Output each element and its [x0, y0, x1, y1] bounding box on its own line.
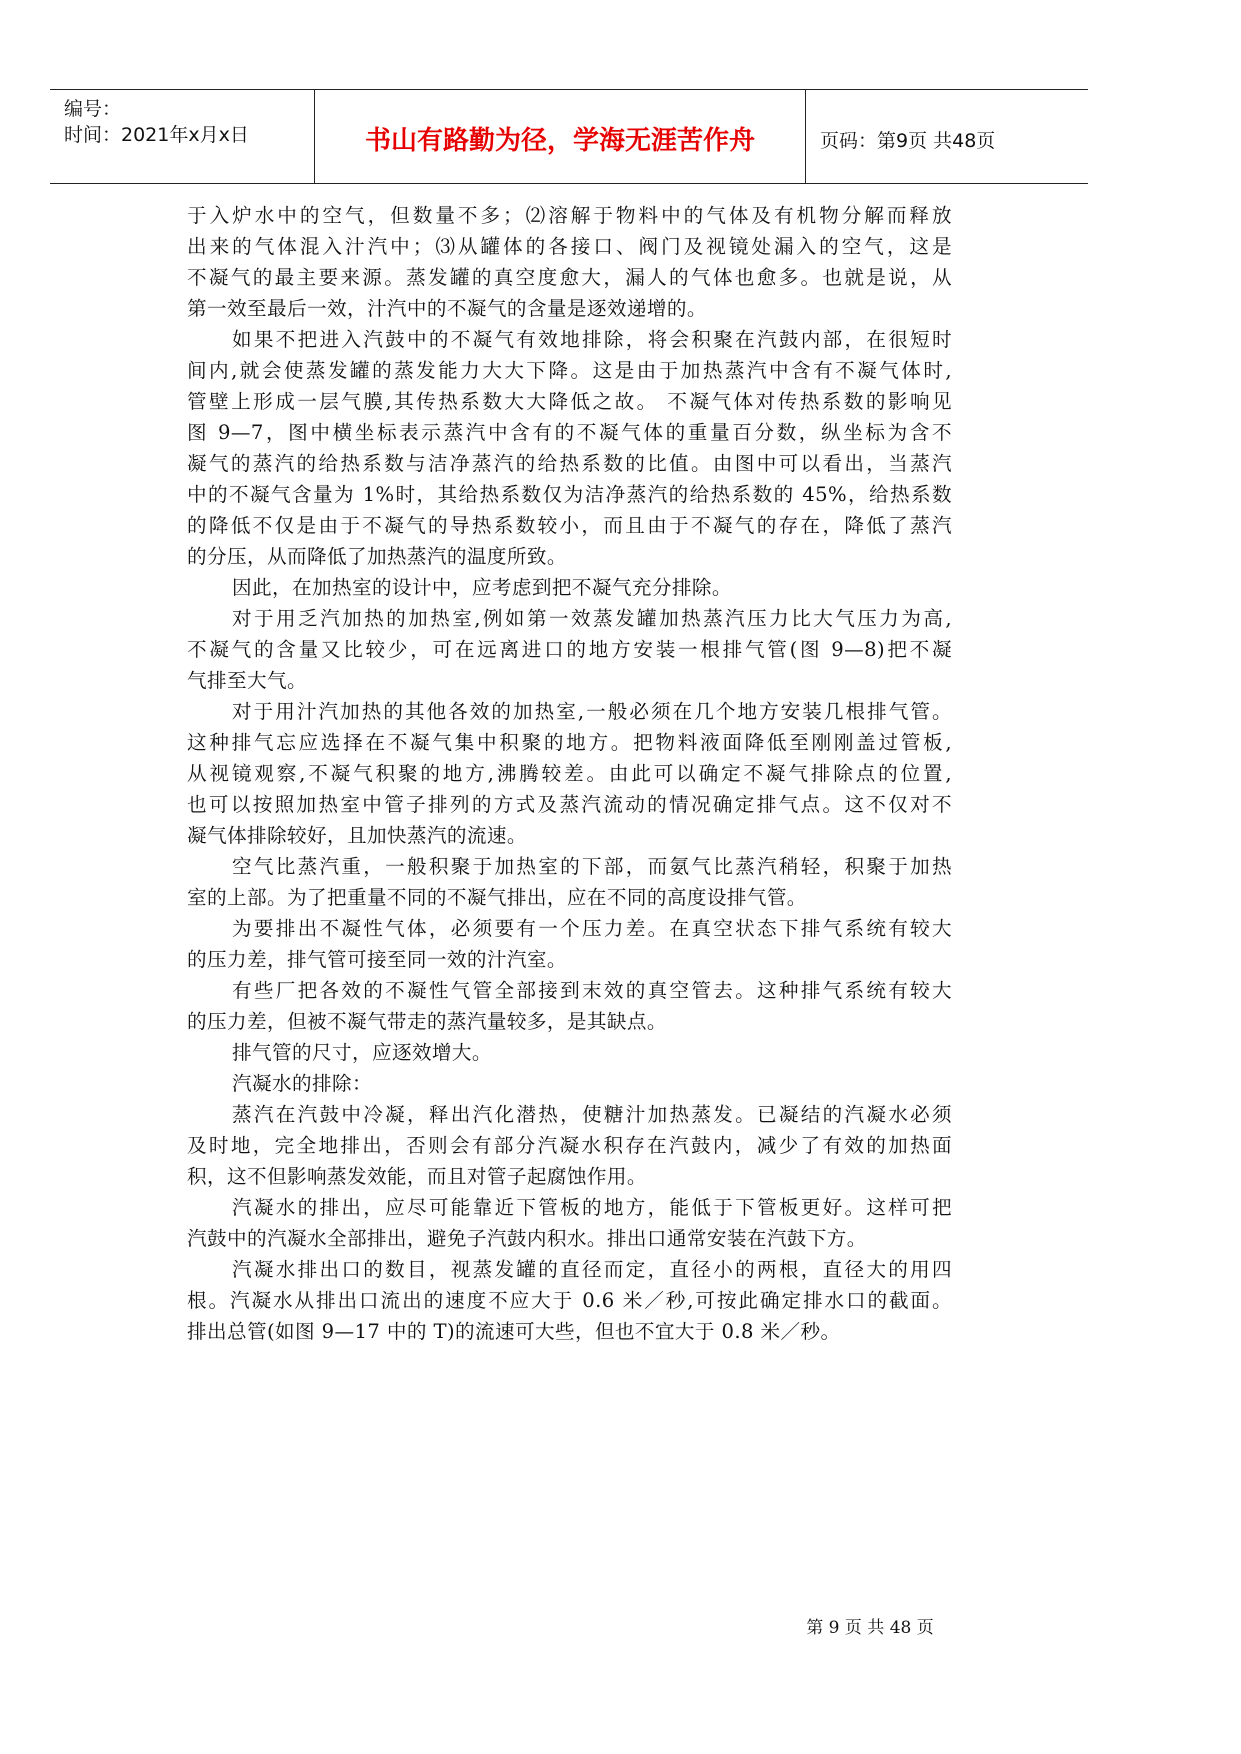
text-line: 的分压，从而降低了加热蒸汽的温度所致。 [187, 545, 567, 568]
text-line: 也可以按照加热室中管子排列的方式及蒸汽流动的情况确定排气点。这不仅对不 [187, 793, 952, 816]
number-label: 编号： [64, 98, 122, 120]
text-line: 的压力差，排气管可接至同一效的汁汽室。 [187, 948, 567, 971]
text-line: 汽凝水的排出，应尽可能靠近下管板的地方，能低于下管板更好。这样可把 [232, 1196, 952, 1219]
text-line: 为要排出不凝性气体，必须要有一个压力差。在真空状态下排气系统有较大 [232, 917, 952, 940]
text-line: 中的不凝气含量为 1%时，其给热系数仅为洁净蒸汽的给热系数的 45%，给热系数 [187, 483, 952, 506]
text-line: 凝气的蒸汽的给热系数与洁净蒸汽的给热系数的比值。由图中可以看出，当蒸汽 [187, 452, 952, 475]
header-info-cell [50, 90, 314, 183]
text-line: 第一效至最后一效，汁汽中的不凝气的含量是逐效递增的。 [187, 297, 707, 320]
text-line: 汽凝水的排除： [232, 1072, 372, 1095]
text-line: 图 9—7，图中横坐标表示蒸汽中含有的不凝气体的重量百分数，纵坐标为含不 [187, 421, 952, 444]
text-line: 因此，在加热室的设计中，应考虑到把不凝气充分排除。 [232, 576, 732, 599]
text-line: 对于用汁汽加热的其他各效的加热室,一般必须在几个地方安装几根排气管。 [232, 700, 952, 723]
text-line: 的压力差，但被不凝气带走的蒸汽量较多，是其缺点。 [187, 1010, 667, 1033]
text-line: 的降低不仅是由于不凝气的导热系数较小，而且由于不凝气的存在，降低了蒸汽 [187, 514, 952, 537]
text-line: 如果不把进入汽鼓中的不凝气有效地排除，将会积聚在汽鼓内部，在很短时 [232, 328, 952, 351]
text-line: 空气比蒸汽重，一般积聚于加热室的下部，而氨气比蒸汽稍轻，积聚于加热 [232, 855, 952, 878]
text-line: 蒸汽在汽鼓中冷凝，释出汽化潜热，使糖汁加热蒸发。已凝结的汽凝水必须 [232, 1103, 952, 1126]
text-line: 排出总管(如图 9—17 中的 T)的流速可大些，但也不宜大于 0.8 米／秒。 [187, 1320, 841, 1343]
motto-text: 书山有路勤为径，学海无涯苦作舟 [364, 126, 755, 156]
text-line: 不凝气的最主要来源。蒸发罐的真空度愈大，漏人的气体也愈多。也就是说，从 [187, 266, 952, 289]
text-line: 汽鼓中的汽凝水全部排出，避免子汽鼓内积水。排出口通常安装在汽鼓下方。 [187, 1227, 867, 1250]
text-line: 气排至大气。 [187, 669, 307, 692]
text-line: 这种排气忘应选择在不凝气集中积聚的地方。把物料液面降低至刚刚盖过管板, [187, 731, 952, 754]
text-line: 对于用乏汽加热的加热室,例如第一效蒸发罐加热蒸汽压力比大气压力为高, [232, 607, 952, 630]
text-line: 积，这不但影响蒸发效能，而且对管子起腐蚀作用。 [187, 1165, 647, 1188]
text-line: 凝气体排除较好，且加快蒸汽的流速。 [187, 824, 527, 847]
text-line: 室的上部。为了把重量不同的不凝气排出，应在不同的高度设排气管。 [187, 886, 807, 909]
text-line: 不凝气的含量又比较少，可在远离进口的地方安装一根排气管(图 9—8)把不凝 [187, 638, 952, 661]
text-line: 于入炉水中的空气，但数量不多；⑵溶解于物料中的气体及有机物分解而释放 [187, 204, 952, 227]
time-label: 时间：2021年x月x日 [64, 124, 249, 146]
page-footer: 第 9 页 共 48 页 [806, 1618, 934, 1638]
text-line: 有些厂把各效的不凝性气管全部接到末效的真空管去。这种排气系统有较大 [232, 979, 952, 1002]
document-body [187, 200, 952, 1347]
text-line: 根。汽凝水从排出口流出的速度不应大于 0.6 米／秒,可按此确定排水口的截面。 [187, 1289, 952, 1312]
header-page-cell [806, 90, 1088, 183]
text-line: 汽凝水排出口的数目，视蒸发罐的直径而定，直径小的两根，直径大的用四 [232, 1258, 952, 1281]
text-line: 及时地，完全地排出，否则会有部分汽凝水积存在汽鼓内，减少了有效的加热面 [187, 1134, 952, 1157]
text-line: 管壁上形成一层气膜,其传热系数大大降低之故。 不凝气体对传热系数的影响见 [187, 390, 952, 413]
text-line: 排气管的尺寸，应逐效增大。 [232, 1041, 492, 1064]
text-line: 间内,就会使蒸发罐的蒸发能力大大下降。这是由于加热蒸汽中含有不凝气体时, [187, 359, 952, 382]
text-line: 从视镜观察,不凝气积聚的地方,沸腾较差。由此可以确定不凝气排除点的位置, [187, 762, 952, 785]
text-line: 出来的气体混入汁汽中；⑶从罐体的各接口、阀门及视镜处漏入的空气，这是 [187, 235, 952, 258]
header-motto-cell [314, 90, 806, 183]
page-code-label: 页码：第9页 共48页 [820, 130, 996, 152]
header-table [50, 89, 1088, 184]
